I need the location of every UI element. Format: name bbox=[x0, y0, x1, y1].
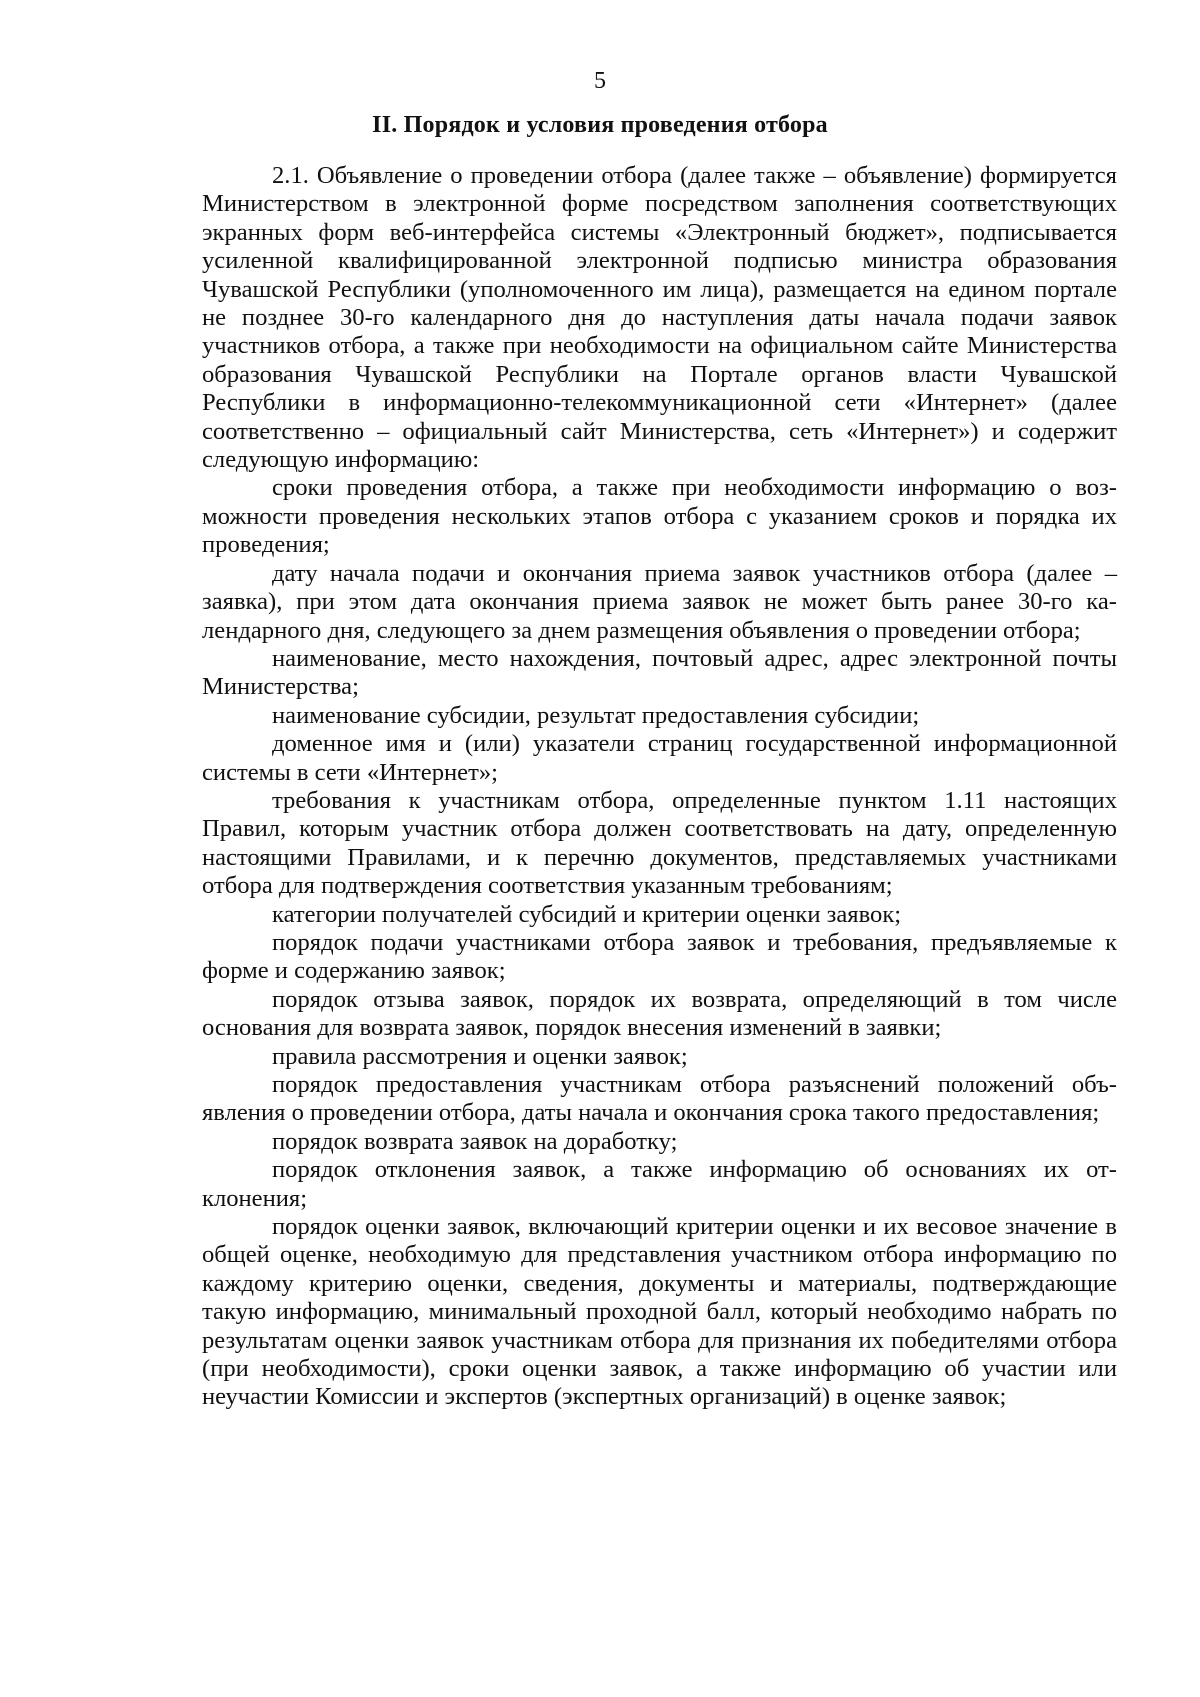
paragraph: дату начала подачи и окончания приема заявок участников отбора (далее – заявка), при этом дата окончания приема заявок не может быть ранее 30-го календарного дня, следующего за днем размещения объявления о проведении отбора; bbox=[202, 559, 1117, 644]
paragraph: порядок предоставления участникам отбора разъяснений положений объявления о проведении отбора, даты начала и окончания срока такого предоставления; bbox=[202, 1071, 1117, 1127]
paragraph: порядок отклонения заявок, а также информацию об основаниях их отклонения; bbox=[202, 1156, 1117, 1212]
paragraph: категории получателей субсидий и критерии оценки заявок; bbox=[272, 900, 902, 928]
paragraph: порядок возврата заявок на доработку; bbox=[272, 1127, 678, 1155]
section-body bbox=[202, 162, 1117, 1412]
paragraph: доменное имя и (или) указатели страниц государственной информационной системы в сети «Интернет»; bbox=[202, 730, 1117, 786]
section-heading: II. Порядок и условия проведения отбора bbox=[372, 112, 828, 138]
paragraph: порядок подачи участниками отбора заявок и требования, предъявляемые к форме и содержанию заявок; bbox=[202, 928, 1117, 985]
paragraph: сроки проведения отбора, а также при необходимости информацию о возможности проведения нескольких этапов отбора с указанием сроков и порядка их проведения; bbox=[202, 474, 1117, 559]
paragraph: наименование субсидии, результат предоставления субсидии; bbox=[272, 701, 920, 729]
paragraph: порядок отзыва заявок, порядок их возврата, определяющий в том числе основания для возврата заявок, порядок внесения изменений в заявки; bbox=[202, 985, 1117, 1042]
paragraph: порядок оценки заявок, включающий критерии оценки и их весовое значение в общей оценке, необходимую для представления участником отбора информацию по каждому критерию оценки, сведения, документы и материалы, подтверждающие такую информацию, минимальный проходной балл, который необходимо набрать по результатам оценки заявок участникам отбора для признания их победителями отбора (при необходимости), сроки оценки заявок, а также информацию об участии или неучастии Комиссии и экспертов (экспертных организаций) в оценке заявок; bbox=[202, 1213, 1117, 1411]
paragraph-2-1: 2.1. Объявление о проведении отбора (далее также – объявление) формируется Министерством в электронной форме посредством заполнения соответствующих экранных форм веб-интерфейса системы «Электронный бюджет», подписывается усиленной квалифицированной электронной подписью министра образования Чувашской Республики (уполномоченного им лица), размещается на едином портале не позднее 30-го календарного дня до наступления даты начала подачи заявок участников отбора, а также при необходимости на официальном сайте Министерства образования Чувашской Республики на Портале органов власти Чувашской Республики в информационно-телекоммуникационной сети «Интернет» (далее соответственно – официальный сайт Министерства, сеть «Интернет») и содержит следующую информацию: bbox=[202, 162, 1117, 474]
paragraph: правила рассмотрения и оценки заявок; bbox=[272, 1042, 688, 1070]
paragraph: требования к участникам отбора, определенные пунктом 1.11 настоящих Правил, которым участник отбора должен соответствовать на дату, определенную настоящими Правилами, и к перечню документов, представляемых участниками отбора для подтверждения соответствия указанным требованиям; bbox=[202, 786, 1117, 900]
paragraph: наименование, место нахождения, почтовый адрес, адрес электронной почты Министерства; bbox=[202, 644, 1117, 701]
page-number: 5 bbox=[594, 68, 606, 94]
